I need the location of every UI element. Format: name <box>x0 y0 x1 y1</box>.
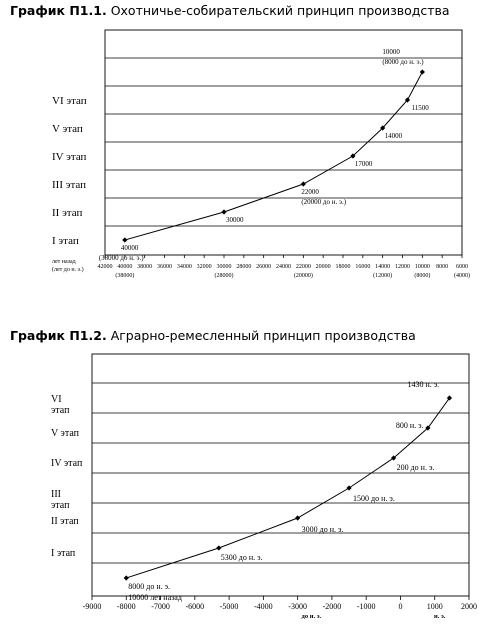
chart-2-data-label: 1430 н. э. <box>407 380 440 389</box>
chart-2-x-tick-label: -9000 <box>82 602 102 611</box>
chart-1-data-label: (38000 до н. э.) <box>98 254 144 262</box>
chart-1-x-tick-label: 8000 <box>436 264 449 270</box>
chart-1-x-tick-label: 36000 <box>157 264 172 270</box>
chart-2-x-tick-label: 2000 <box>461 602 477 611</box>
chart-1-x-tick-label: 42000 <box>97 264 113 270</box>
chart-2-x-tick-label: 1000 <box>426 602 443 611</box>
chart-2-stage-label: II этап <box>51 516 79 527</box>
chart-2-x-tick-label: -8000 <box>116 602 136 611</box>
chart-1-stage-label: I этап <box>52 235 79 247</box>
chart-1-x-tick-sublabel: (38000) <box>115 273 135 279</box>
chart-2-x-axis-sublabel-ad: н. э. <box>434 613 446 620</box>
chart-1-x-tick-label: 24000 <box>276 264 291 270</box>
chart-2-stage-label: I этап <box>51 548 76 559</box>
chart-1-x-tick-label: 40000 <box>117 264 133 270</box>
chart-1-data-point <box>420 69 425 74</box>
chart-2-data-label: 3000 до н. э. <box>301 525 344 534</box>
chart-1-data-label: 40000 <box>120 244 139 252</box>
chart-2-plot-frame <box>92 354 469 596</box>
chart-1-data-label: 17000 <box>354 160 373 168</box>
chart-2-stage-label: V этап <box>51 428 79 439</box>
chart-2-title-text: Аграрно-ремесленный принцип производства <box>110 328 416 343</box>
chart-1-stage-label: III этап <box>52 179 87 191</box>
chart-2-data-label: 800 н. э. <box>395 421 424 430</box>
chart-1-data-label: 22000 <box>301 188 319 196</box>
chart-2-x-tick-label: -7000 <box>151 602 170 611</box>
chart-1-data-label: (8000 до н. э.) <box>382 58 424 66</box>
chart-2-data-label: 200 до н. э. <box>396 463 435 472</box>
chart-2-stage-label: этап <box>51 405 70 416</box>
chart-1-x-tick-label: 12000 <box>395 264 410 270</box>
chart-1-x-tick-label: 32000 <box>196 264 212 270</box>
chart-1-x-tick-label: 10000 <box>414 264 430 270</box>
chart-1-x-tick-label: 38000 <box>137 264 153 270</box>
chart-1-x-tick-label: 26000 <box>256 264 272 270</box>
chart-1-x-axis-label: лет назад <box>52 259 76 265</box>
chart-1-data-point <box>122 237 127 242</box>
chart-2-data-point <box>124 575 129 580</box>
chart-1-x-tick-label: 28000 <box>236 264 252 270</box>
chart-1-x-tick-sublabel: (20000) <box>293 273 313 279</box>
chart-2-x-tick-label: -2000 <box>322 602 342 611</box>
chart-1-data-label: 30000 <box>226 216 244 224</box>
chart-1-x-tick-label: 18000 <box>335 264 351 270</box>
chart-2-x-tick-label: -5000 <box>219 602 239 611</box>
chart-2-data-label: 10000 лет назад <box>128 593 182 602</box>
chart-1-x-tick-label: 14000 <box>375 264 391 270</box>
chart-1-title-number: График П1.1. <box>10 3 107 18</box>
chart-1-x-tick-label: 30000 <box>216 264 232 270</box>
chart-2-x-tick-label: -4000 <box>254 602 273 611</box>
chart-1-stage-label: II этап <box>52 207 83 219</box>
chart-1-x-tick-label: 16000 <box>355 264 371 270</box>
chart-2-data-label: 1500 до н. э. <box>353 494 395 503</box>
chart-2-stage-label: VI <box>51 394 62 405</box>
chart-2-x-axis-sublabel-bc: до н. э. <box>301 613 322 620</box>
chart-2-stage-label: III <box>51 489 61 500</box>
chart-1-stage-label: V этап <box>52 123 83 135</box>
chart-1-series-line <box>125 72 423 240</box>
chart-1-x-tick-label: 6000 <box>456 264 468 270</box>
chart-1-x-tick-label: 20000 <box>315 264 331 270</box>
chart-2-x-tick-label: 0 <box>398 602 403 611</box>
chart-2-title-number: График П1.2. <box>10 328 107 343</box>
chart-2-x-tick-label: -3000 <box>288 602 307 611</box>
chart-2-data-point <box>216 545 221 550</box>
chart-1-data-label: 14000 <box>384 132 403 140</box>
chart-1-x-tick-label: 22000 <box>295 264 311 270</box>
chart-2-x-tick-label: -1000 <box>356 602 376 611</box>
chart-1-data-label: (20000 до н. э.) <box>301 198 347 206</box>
chart-2-data-label: 5300 до н. э. <box>220 553 263 562</box>
chart-1-x-axis-label: (лет до н. э.) <box>52 267 84 273</box>
chart-2-x-tick-label: -6000 <box>185 602 205 611</box>
chart-1-x-tick-label: 34000 <box>176 264 192 270</box>
chart-1-stage-label: IV этап <box>52 151 87 163</box>
chart-1-title-text: Охотничье-собирательский принцип производства <box>110 3 450 18</box>
chart-1-data-label: 11500 <box>411 104 429 112</box>
chart-1-data-label: 10000 <box>382 48 400 56</box>
chart-1-x-tick-sublabel: (8000) <box>414 273 431 279</box>
chart-1-data-point <box>221 209 226 214</box>
chart-1-stage-label: VI этап <box>52 95 87 107</box>
chart-1-data-point <box>301 181 306 186</box>
chart-2-stage-label: этап <box>51 500 70 511</box>
chart-1-x-tick-sublabel: (12000) <box>373 273 393 279</box>
chart-1-x-tick-sublabel: (4000) <box>454 273 470 279</box>
chart-1-x-tick-sublabel: (28000) <box>214 273 234 279</box>
chart-2-data-point <box>295 515 300 520</box>
chart-2-data-label: 8000 до н. э. <box>128 582 171 591</box>
chart-2-stage-label: IV этап <box>51 458 83 469</box>
